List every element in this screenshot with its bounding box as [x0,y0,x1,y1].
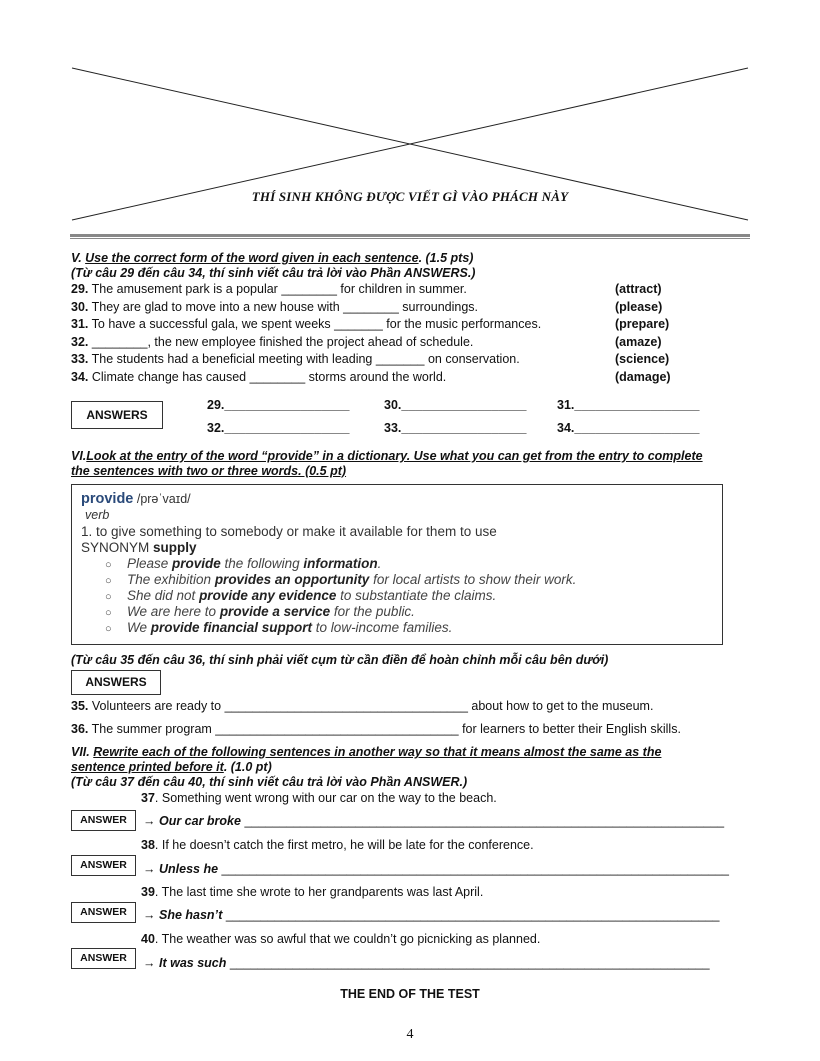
bullet-icon: ○ [105,623,112,635]
dict-example-1: Please provide the following information. [127,556,382,571]
question-32: 32. ________, the new employee finished the project ahead of schedule. [71,335,474,349]
question-39: 39. The last time she wrote to her grandparents was last April. [141,885,484,899]
question-33: 33. The students had a beneficial meeting with leading _______ on conservation. [71,352,520,366]
question-30: 30. They are glad to move into a new house with ________ surroundings. [71,300,478,314]
section6-heading: VI.Look at the entry of the word “provide” in a dictionary. Use what you can get from the entry to complete [71,449,703,463]
question-29: 29. The amusement park is a popular ________ for children in summer. [71,282,467,296]
dict-example-5: We provide financial support to low-income families. [127,620,453,635]
section7-heading-line2: sentence printed before it. (1.0 pt) [71,760,272,774]
answer-label-37: ANSWER [71,810,136,831]
section6-heading-line2: the sentences with two or three words. (0.5 pt) [71,464,347,478]
question-38: 38. If he doesn’t catch the first metro, he will be late for the conference. [141,838,534,852]
arrow-icon: → [143,956,156,970]
section5-heading: V. Use the correct form of the word given in each sentence. (1.5 pts) [71,251,474,265]
divider-thick [70,234,750,237]
phach-label: THÍ SINH KHÔNG ĐƯỢC VIẾT GÌ VÀO PHÁCH NÀY [251,189,569,204]
section7-instruction: (Từ câu 37 đến câu 40, thí sinh viết câu trả lời vào Phần ANSWER.) [71,775,468,789]
dict-headword-line [81,491,191,507]
word-amaze: (amaze) [615,335,662,349]
dict-pronunciation: /prəˈvaɪd/ [133,492,191,506]
section5-instruction: (Từ câu 29 đến câu 34, thí sinh viết câu trả lời vào Phần ANSWERS.) [71,266,476,280]
word-attract: (attract) [615,282,662,296]
answer-slot-31[interactable]: 31.__________________ [557,398,700,412]
section6-instruction: (Từ câu 35 đến câu 36, thí sinh phải viết cụm từ cần điền để hoàn chỉnh mỗi câu bên dưới) [71,653,609,667]
rewrite-line-38[interactable]: → Unless he _________________________________________________________________________ [143,862,730,876]
answer-slot-30[interactable]: 30.__________________ [384,398,527,412]
bullet-icon: ○ [105,559,112,571]
answer-slot-32[interactable]: 32.__________________ [207,421,350,435]
arrow-icon: → [143,814,156,828]
dict-example-4: We are here to provide a service for the public. [127,604,415,619]
arrow-icon: → [143,862,156,876]
answer-label-39: ANSWER [71,902,136,923]
bullet-icon: ○ [105,607,112,619]
answer-slot-29[interactable]: 29.__________________ [207,398,350,412]
answer-label-38: ANSWER [71,855,136,876]
question-37: 37. Something went wrong with our car on the way to the beach. [141,791,497,805]
question-40: 40. The weather was so awful that we couldn’t go picnicking as planned. [141,932,541,946]
word-prepare: (prepare) [615,317,670,331]
divider-thin [70,238,750,239]
dictionary-entry [71,484,723,645]
bullet-icon: ○ [105,591,112,603]
dict-headword: provide [81,491,134,507]
question-35[interactable]: 35. Volunteers are ready to ___________________________________ about how to get to the museum. [71,699,654,713]
dict-sense: 1. to give something to somebody or make it available for them to use [81,524,497,539]
page-number: 4 [406,1027,414,1042]
dict-example-3: She did not provide any evidence to substantiate the claims. [127,588,497,603]
dict-pos: verb [85,508,110,522]
arrow-icon: → [143,908,156,922]
answers-label-section6: ANSWERS [71,670,161,695]
answer-label-40: ANSWER [71,948,136,969]
answers-label-section5: ANSWERS [71,401,163,429]
word-damage: (damage) [615,370,671,384]
answer-slot-34[interactable]: 34.__________________ [557,421,700,435]
rewrite-line-40[interactable]: → It was such _____________________________________________________________________ [143,956,710,970]
section7-heading: VII. Rewrite each of the following sentences in another way so that it means almost the same as the [71,745,662,759]
dict-example-2: The exhibition provides an opportunity for local artists to show their work. [127,572,577,587]
question-36[interactable]: 36. The summer program ___________________________________ for learners to better their English skills. [71,722,681,736]
rewrite-line-37[interactable]: → Our car broke _____________________________________________________________________ [143,814,725,828]
question-34: 34. Climate change has caused ________ storms around the world. [71,370,447,384]
word-science: (science) [615,352,670,366]
answer-slot-33[interactable]: 33.__________________ [384,421,527,435]
rewrite-line-39[interactable]: → She hasn’t _______________________________________________________________________ [143,908,720,922]
word-please: (please) [615,300,663,314]
end-of-test: THE END OF THE TEST [340,987,480,1001]
dict-synonym: SYNONYM supply [81,540,197,555]
bullet-icon: ○ [105,575,112,587]
question-31: 31. To have a successful gala, we spent weeks _______ for the music performances. [71,317,542,331]
